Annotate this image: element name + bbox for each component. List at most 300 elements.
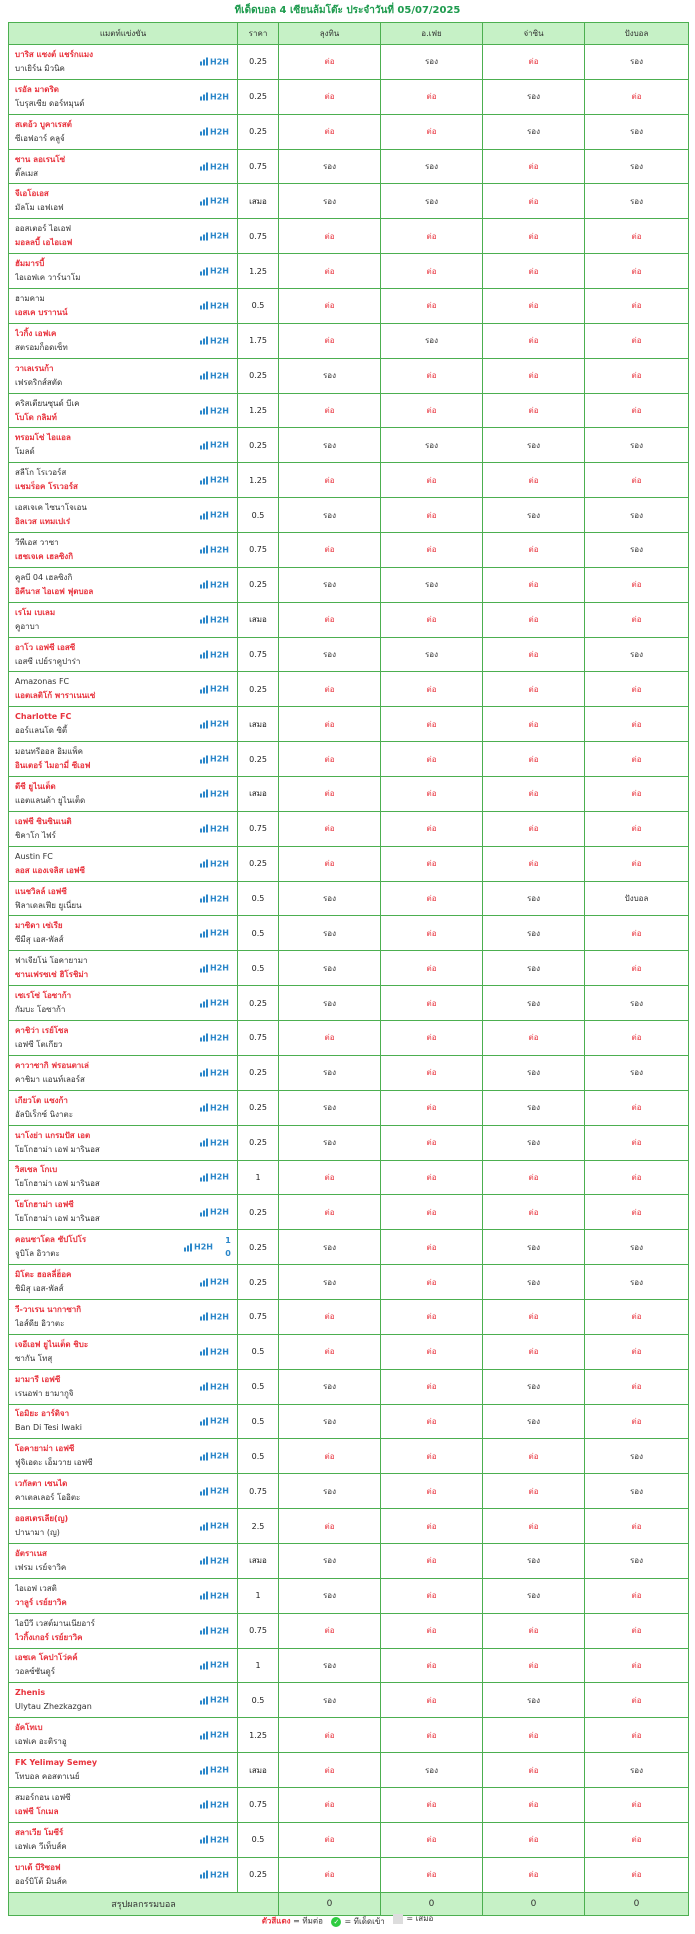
pick-cell: ต่อ xyxy=(381,1230,483,1265)
h2h-link[interactable] xyxy=(200,1103,229,1112)
h2h-label: H2H xyxy=(210,1068,229,1078)
h2h-label: H2H xyxy=(210,650,229,660)
table-row xyxy=(9,672,689,707)
match-teams xyxy=(9,498,238,533)
home-team: มิโตะ ฮอลลี่ฮ็อค xyxy=(15,1270,72,1279)
h2h-link[interactable] xyxy=(200,1870,229,1879)
pick-cell: ต่อ xyxy=(483,1474,585,1509)
pick-cell: ต่อ xyxy=(483,672,585,707)
pick-cell: รอง xyxy=(279,1683,381,1718)
h2h-link[interactable] xyxy=(200,1452,229,1461)
bar-chart-icon xyxy=(200,197,208,205)
price-cell: 0.5 xyxy=(238,916,279,951)
match-teams xyxy=(9,916,238,951)
pick-cell: รอง xyxy=(381,149,483,184)
pick-cell: ต่อ xyxy=(381,707,483,742)
pick-cell: ต่อ xyxy=(585,1404,689,1439)
pick-cell: รอง xyxy=(381,637,483,672)
h2h-label: H2H xyxy=(210,1835,229,1845)
away-team: ออร์บิโต้ มินส์ค xyxy=(15,1876,67,1886)
legend xyxy=(0,1912,695,1928)
check-icon: ✓ xyxy=(331,1917,341,1927)
match-teams xyxy=(9,219,238,254)
table-row xyxy=(9,916,689,951)
pick-cell: ต่อ xyxy=(585,79,689,114)
home-team: จีเอโอเอส xyxy=(15,189,49,199)
pick-cell: ต่อ xyxy=(483,1160,585,1195)
pick-cell: รอง xyxy=(483,498,585,533)
away-team: วอลซ์ซันดูร์ xyxy=(15,1667,56,1677)
pick-cell: ต่อ xyxy=(381,1613,483,1648)
table-row xyxy=(9,114,689,149)
match-teams xyxy=(9,1090,238,1125)
h2h-label: H2H xyxy=(210,1103,229,1113)
summary-value: 0 xyxy=(279,1892,381,1915)
h2h-link[interactable] xyxy=(200,929,229,938)
h2h-label: H2H xyxy=(210,1870,229,1880)
pick-cell: รอง xyxy=(585,533,689,568)
pick-cell: รอง xyxy=(381,184,483,219)
away-team: แอตเลติโก้ พาราเนนเซ่ xyxy=(15,691,96,701)
match-teams xyxy=(9,1753,238,1788)
pick-cell: ต่อ xyxy=(279,707,381,742)
home-team: ไอเอฟ เวสติ xyxy=(15,1583,57,1593)
pick-cell: ต่อ xyxy=(279,1822,381,1857)
h2h-link[interactable] xyxy=(200,301,229,310)
bar-chart-icon xyxy=(200,1452,208,1460)
header-match: แมตท์แข่งขัน xyxy=(9,23,238,45)
pick-cell: ต่อ xyxy=(381,1265,483,1300)
pick-cell: รอง xyxy=(483,881,585,916)
h2h-link[interactable] xyxy=(200,755,229,764)
pick-cell: รอง xyxy=(585,1753,689,1788)
header-expert-3: จ่าซิน xyxy=(483,23,585,45)
pick-cell: รอง xyxy=(279,567,381,602)
price-cell: 0.5 xyxy=(238,1334,279,1369)
h2h-link[interactable] xyxy=(200,789,229,798)
pick-cell: รอง xyxy=(381,567,483,602)
pick-cell: ต่อ xyxy=(483,811,585,846)
pick-cell: รอง xyxy=(483,1055,585,1090)
pick-cell: ต่อ xyxy=(585,777,689,812)
h2h-label: H2H xyxy=(210,440,229,450)
h2h-link[interactable] xyxy=(200,1766,229,1775)
pick-cell: ต่อ xyxy=(585,742,689,777)
price-cell: 0.5 xyxy=(238,289,279,324)
pick-cell: ต่อ xyxy=(381,742,483,777)
price-cell: 0.5 xyxy=(238,1404,279,1439)
legend-draw xyxy=(393,1912,433,1925)
bar-chart-icon xyxy=(200,1801,208,1809)
match-teams xyxy=(9,184,238,219)
price-cell: 0.5 xyxy=(238,951,279,986)
h2h-link[interactable] xyxy=(200,371,229,380)
pick-cell: ต่อ xyxy=(585,1578,689,1613)
bar-chart-icon xyxy=(200,1557,208,1565)
price-cell: 0.75 xyxy=(238,533,279,568)
h2h-link[interactable] xyxy=(200,1347,229,1356)
match-teams xyxy=(9,1265,238,1300)
bar-chart-icon xyxy=(200,1522,208,1530)
h2h-link[interactable] xyxy=(200,441,229,450)
home-team: นาโงย่า แกรมปัส เอต xyxy=(15,1130,91,1140)
pick-cell: ต่อ xyxy=(585,1718,689,1753)
h2h-label: H2H xyxy=(210,336,229,346)
h2h-label: H2H xyxy=(210,1347,229,1357)
h2h-link[interactable] xyxy=(200,1208,229,1217)
h2h-label: H2H xyxy=(210,754,229,764)
away-team: อิลเวส แทมเปเร่ xyxy=(15,517,71,527)
away-team: ซีมีสุ เอส-พัลส์ xyxy=(15,935,64,945)
pick-cell: ต่อ xyxy=(279,1299,381,1334)
price-cell: 0.25 xyxy=(238,1055,279,1090)
bar-chart-icon xyxy=(200,441,208,449)
table-row xyxy=(9,811,689,846)
table-row xyxy=(9,777,689,812)
pick-cell: รอง xyxy=(585,149,689,184)
table-row xyxy=(9,1439,689,1474)
match-teams xyxy=(9,45,238,80)
h2h-link[interactable] xyxy=(200,1068,229,1077)
header-expert-1: ลุงทิน xyxy=(279,23,381,45)
pick-cell: รอง xyxy=(585,45,689,80)
pick-cell: ต่อ xyxy=(381,1195,483,1230)
pick-cell: ต่อ xyxy=(483,777,585,812)
bar-chart-icon xyxy=(200,1034,208,1042)
pick-cell: ต่อ xyxy=(381,254,483,289)
h2h-label: H2H xyxy=(210,1033,229,1043)
pick-cell: ต่อ xyxy=(279,1439,381,1474)
h2h-link[interactable] xyxy=(200,162,229,171)
away-team: ซากัน โทสุ xyxy=(15,1353,53,1363)
h2h-link[interactable] xyxy=(200,1278,229,1287)
price-cell: 0.25 xyxy=(238,79,279,114)
h2h-link[interactable] xyxy=(200,999,229,1008)
h2h-label: H2H xyxy=(210,859,229,869)
price-cell: เสมอ xyxy=(238,777,279,812)
table-row xyxy=(9,846,689,881)
bar-chart-icon xyxy=(200,1417,208,1425)
away-team: มัลโม เอฟเอฟ xyxy=(15,203,64,213)
bar-chart-icon xyxy=(200,1871,208,1879)
away-team: โบรุสเซีย ดอร์ทมุนด์ xyxy=(15,98,85,108)
pick-cell: ต่อ xyxy=(483,358,585,393)
h2h-link[interactable] xyxy=(200,685,229,694)
price-cell: 0.25 xyxy=(238,1857,279,1892)
table-row xyxy=(9,323,689,358)
pick-cell: ต่อ xyxy=(483,1648,585,1683)
price-cell: 0.25 xyxy=(238,1195,279,1230)
pick-cell: ต่อ xyxy=(483,1857,585,1892)
table-row xyxy=(9,1021,689,1056)
home-team: บาเต้ บีริซอฟ xyxy=(15,1862,61,1872)
pick-cell: รอง xyxy=(585,1439,689,1474)
h2h-link[interactable] xyxy=(200,859,229,868)
bar-chart-icon xyxy=(200,790,208,798)
h2h-link[interactable] xyxy=(184,1243,213,1252)
away-team: เอฟซี โตเกียว xyxy=(15,1039,63,1049)
match-teams xyxy=(9,567,238,602)
legend-red-text: = ทีมต่อ xyxy=(293,1916,323,1926)
match-teams xyxy=(9,323,238,358)
legend-win-text: = ทีเด็ดเข้า xyxy=(344,1917,385,1926)
match-teams xyxy=(9,881,238,916)
table-row xyxy=(9,602,689,637)
bar-chart-icon xyxy=(200,163,208,171)
h2h-link[interactable] xyxy=(200,476,229,485)
bar-chart-icon xyxy=(200,895,208,903)
pick-cell: ต่อ xyxy=(585,289,689,324)
pick-cell: รอง xyxy=(279,1125,381,1160)
h2h-link[interactable] xyxy=(200,1835,229,1844)
bar-chart-icon xyxy=(200,1731,208,1739)
price-cell: 0.25 xyxy=(238,428,279,463)
legend-draw-text: = เสมอ xyxy=(406,1914,434,1923)
away-team: โบโด กลิมท์ xyxy=(15,412,57,422)
match-teams xyxy=(9,463,238,498)
table-row xyxy=(9,428,689,463)
h2h-link[interactable] xyxy=(200,406,229,415)
away-team: เอสซี เปย์ราคูปาร่า xyxy=(15,656,81,666)
away-team: คาเตลเลอร์ โออิตะ xyxy=(15,1493,81,1503)
match-teams xyxy=(9,742,238,777)
h2h-link[interactable] xyxy=(200,232,229,241)
pick-cell: รอง xyxy=(483,1543,585,1578)
match-teams xyxy=(9,358,238,393)
summary-value: 0 xyxy=(483,1892,585,1915)
table-row xyxy=(9,1613,689,1648)
h2h-label: H2H xyxy=(210,1660,229,1670)
pick-cell: ต่อ xyxy=(381,1509,483,1544)
away-team: เอสเค บราานน์ xyxy=(15,307,68,317)
away-team: เฟรดริกส์สตัด xyxy=(15,377,63,387)
price-cell: 0.75 xyxy=(238,1613,279,1648)
h2h-link[interactable] xyxy=(200,127,229,136)
h2h-link[interactable] xyxy=(200,720,229,729)
h2h-label: H2H xyxy=(210,894,229,904)
pick-cell: รอง xyxy=(279,1404,381,1439)
home-team: โอมิยะ อาร์ดิจา xyxy=(15,1409,70,1419)
pick-cell: ต่อ xyxy=(381,1683,483,1718)
away-team: ฟูจิเอดะ เอ็มวาย เอฟซี xyxy=(15,1458,93,1468)
away-team: ออร์แลนโด ซิตี้ xyxy=(15,726,68,736)
bar-chart-icon xyxy=(200,1139,208,1147)
h2h-link[interactable] xyxy=(200,511,229,520)
bar-chart-icon xyxy=(200,720,208,728)
table-row xyxy=(9,1369,689,1404)
pick-cell: ต่อ xyxy=(483,184,585,219)
h2h-link[interactable] xyxy=(200,1487,229,1496)
price-cell: 0.75 xyxy=(238,219,279,254)
pick-cell: ต่อ xyxy=(585,1160,689,1195)
table-row xyxy=(9,1160,689,1195)
away-team: คาชิมา แอนท์เลอร์ส xyxy=(15,1074,85,1084)
home-team: คาวาซากิ ฟรอนตาเล่ xyxy=(15,1060,89,1070)
h2h-link[interactable] xyxy=(200,1591,229,1600)
match-teams xyxy=(9,707,238,742)
pick-cell: รอง xyxy=(279,1230,381,1265)
pick-cell: ต่อ xyxy=(381,1543,483,1578)
table-row xyxy=(9,1787,689,1822)
pick-cell: ต่อ xyxy=(381,289,483,324)
table-row xyxy=(9,1474,689,1509)
home-team: Charlotte FC xyxy=(15,712,72,722)
legend-win xyxy=(331,1915,384,1928)
pick-cell: ต่อ xyxy=(381,1090,483,1125)
pick-cell: รอง xyxy=(483,1265,585,1300)
match-teams xyxy=(9,1474,238,1509)
h2h-link[interactable] xyxy=(200,1173,229,1182)
h2h-link[interactable] xyxy=(200,545,229,554)
pick-cell: ต่อ xyxy=(279,1753,381,1788)
pick-cell: รอง xyxy=(279,1474,381,1509)
pick-cell: ต่อ xyxy=(483,1822,585,1857)
table-row xyxy=(9,881,689,916)
away-team: โยโกฮาม่า เอฟ มารินอส xyxy=(15,1144,100,1154)
pick-cell: ต่อ xyxy=(483,1787,585,1822)
h2h-label: H2H xyxy=(210,1382,229,1392)
h2h-link[interactable] xyxy=(200,615,229,624)
pick-cell: รอง xyxy=(279,1543,381,1578)
pick-cell: ต่อ xyxy=(279,602,381,637)
home-team: ออสเตรเลีย(ญ) xyxy=(15,1514,69,1524)
table-row xyxy=(9,1578,689,1613)
h2h-link[interactable] xyxy=(200,1312,229,1321)
bar-chart-icon xyxy=(200,267,208,275)
h2h-link[interactable] xyxy=(200,92,229,101)
pick-cell: ต่อ xyxy=(381,533,483,568)
home-team: Zhenis xyxy=(15,1688,46,1698)
h2h-label: H2H xyxy=(210,1591,229,1601)
away-team: Ban Di Tesi Iwaki xyxy=(15,1423,82,1433)
price-cell: 0.5 xyxy=(238,498,279,533)
away-team: เรนอฟา ยามากูจิ xyxy=(15,1388,74,1398)
h2h-link[interactable] xyxy=(200,1696,229,1705)
pick-cell: ต่อ xyxy=(279,289,381,324)
h2h-link[interactable] xyxy=(200,964,229,973)
price-cell: 1 xyxy=(238,1648,279,1683)
h2h-link[interactable] xyxy=(200,1522,229,1531)
table-row xyxy=(9,1125,689,1160)
h2h-link[interactable] xyxy=(200,1661,229,1670)
pick-cell: ต่อ xyxy=(381,114,483,149)
h2h-link[interactable] xyxy=(200,894,229,903)
pick-cell: รอง xyxy=(585,1055,689,1090)
bar-chart-icon xyxy=(200,476,208,484)
table-row xyxy=(9,951,689,986)
pick-cell: รอง xyxy=(585,428,689,463)
h2h-label: H2H xyxy=(194,1242,213,1252)
home-team: คอนซาโดล ซัปโปโร xyxy=(15,1235,87,1245)
h2h-link[interactable] xyxy=(200,267,229,276)
home-team: สมอร์กอน เอฟซี xyxy=(15,1792,71,1802)
h2h-link[interactable] xyxy=(200,1800,229,1809)
away-team: ชิมิสุ เอส-พัลส์ xyxy=(15,1284,64,1293)
pick-cell: ต่อ xyxy=(279,777,381,812)
pick-cell: รอง xyxy=(483,1404,585,1439)
match-teams xyxy=(9,1787,238,1822)
pick-cell: รอง xyxy=(279,951,381,986)
pick-cell: ต่อ xyxy=(381,498,483,533)
home-team: สเตอ้ว บูคาเรสต์ xyxy=(15,119,72,129)
draw-square-icon xyxy=(393,1914,403,1924)
pick-cell: ต่อ xyxy=(585,323,689,358)
match-teams xyxy=(9,393,238,428)
h2h-label: H2H xyxy=(210,1277,229,1287)
h2h-label: H2H xyxy=(210,789,229,799)
pick-cell: ต่อ xyxy=(585,463,689,498)
pick-cell: ต่อ xyxy=(279,1613,381,1648)
tips-table xyxy=(8,22,689,1916)
bar-chart-icon xyxy=(200,407,208,415)
pick-cell: ต่อ xyxy=(483,45,585,80)
home-team: มาซิดา เซ่เรีย xyxy=(15,921,63,931)
h2h-link[interactable] xyxy=(200,1382,229,1391)
price-cell: 1 xyxy=(238,1160,279,1195)
table-row xyxy=(9,742,689,777)
bar-chart-icon xyxy=(200,232,208,240)
pick-cell: ต่อ xyxy=(585,1090,689,1125)
bar-chart-icon xyxy=(200,302,208,310)
pick-cell: ต่อ xyxy=(585,1509,689,1544)
table-row xyxy=(9,533,689,568)
price-cell: 0.75 xyxy=(238,1474,279,1509)
h2h-link[interactable] xyxy=(200,1556,229,1565)
h2h-link[interactable] xyxy=(200,1138,229,1147)
h2h-link[interactable] xyxy=(200,1626,229,1635)
pick-cell: ต่อ xyxy=(585,916,689,951)
home-team: เรโม เบเลม xyxy=(15,607,56,617)
h2h-link[interactable] xyxy=(200,824,229,833)
pick-cell: ต่อ xyxy=(381,672,483,707)
h2h-link[interactable] xyxy=(200,580,229,589)
home-team: Austin FC xyxy=(15,851,53,861)
h2h-link[interactable] xyxy=(200,1417,229,1426)
match-teams xyxy=(9,1857,238,1892)
h2h-label: H2H xyxy=(210,231,229,241)
pick-cell: รอง xyxy=(585,184,689,219)
pick-cell: รอง xyxy=(483,114,585,149)
pick-cell: รอง xyxy=(585,1230,689,1265)
home-team: ทรอมโซ่ ไอแอล xyxy=(15,433,71,443)
table-row xyxy=(9,393,689,428)
pick-cell: ต่อ xyxy=(585,254,689,289)
pick-cell: รอง xyxy=(483,1230,585,1265)
pick-cell: ต่อ xyxy=(381,1439,483,1474)
pick-cell: ต่อ xyxy=(585,1613,689,1648)
price-cell: 1.75 xyxy=(238,323,279,358)
home-team: คาชิว่า เรย์โซล xyxy=(15,1025,69,1035)
h2h-link[interactable] xyxy=(200,650,229,659)
h2h-label: H2H xyxy=(210,545,229,555)
pick-cell: รอง xyxy=(483,1578,585,1613)
pick-cell: ต่อ xyxy=(279,811,381,846)
h2h-link[interactable] xyxy=(200,1731,229,1740)
pick-cell: ต่อ xyxy=(585,1787,689,1822)
table-row xyxy=(9,79,689,114)
h2h-link[interactable] xyxy=(200,197,229,206)
h2h-label: H2H xyxy=(210,510,229,520)
h2h-link[interactable] xyxy=(200,1033,229,1042)
away-team: สตรอมก็อดเซ็ท xyxy=(15,342,68,352)
h2h-link[interactable] xyxy=(200,336,229,345)
pick-cell: ต่อ xyxy=(483,742,585,777)
home-team: คริสเตียนซุนด์ บีเค xyxy=(15,398,80,408)
pick-cell: ปังบอล xyxy=(585,881,689,916)
price-cell: 0.25 xyxy=(238,1230,279,1265)
pick-cell: รอง xyxy=(279,1578,381,1613)
h2h-link[interactable] xyxy=(200,57,229,66)
